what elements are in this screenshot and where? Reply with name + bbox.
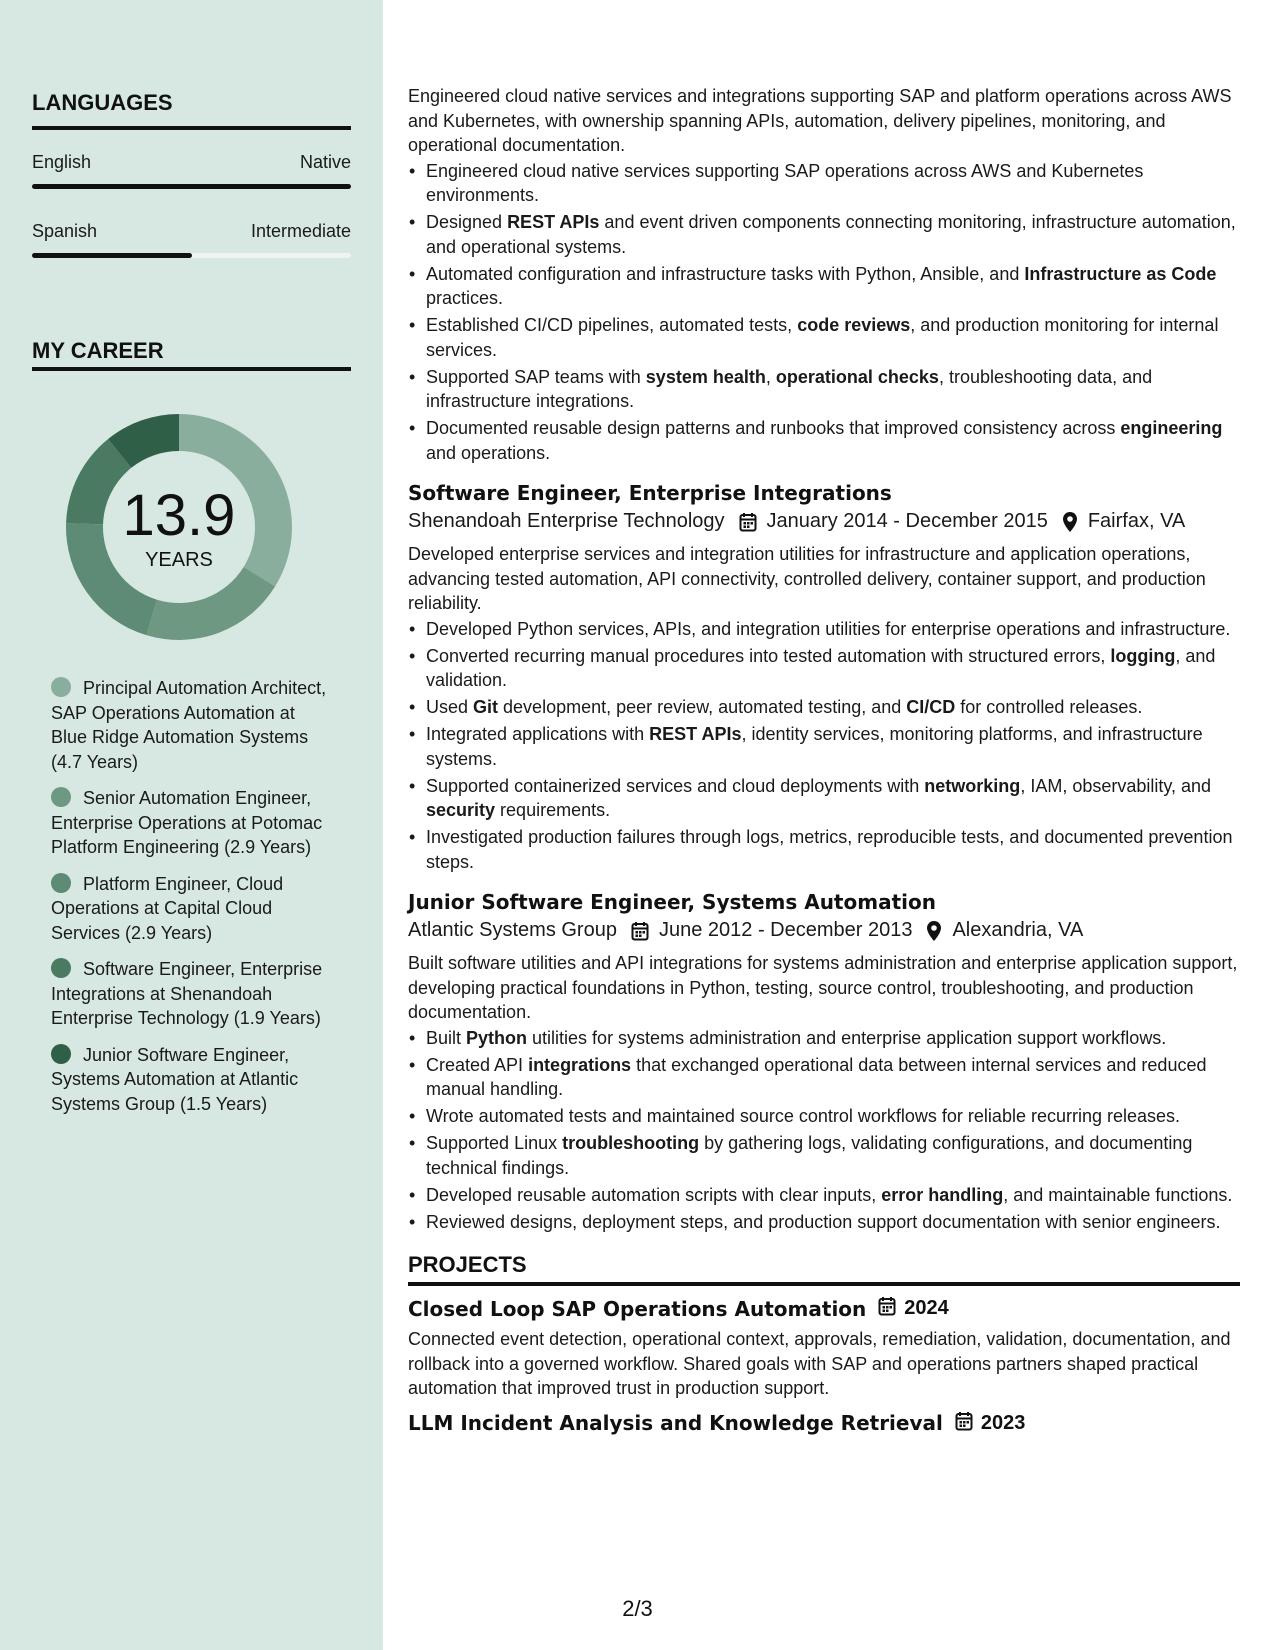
bullet-item: • Automated configuration and infrastructure tasks with Python, Ansible, and Infrastructure as Code practices. (408, 262, 1240, 311)
bullet-item: • Investigated production failures through logs, metrics, reproducible tests, and documented prevention steps. (408, 825, 1240, 874)
career-legend-item (51, 676, 331, 774)
sidebar (0, 0, 383, 1650)
career-total-years: 13.9 (122, 483, 236, 548)
job-meta (408, 919, 1240, 942)
project-year: 2023 (980, 1411, 1026, 1434)
calendar-icon (878, 1296, 896, 1321)
bullet-item: • Wrote automated tests and maintained source control workflows for reliable recurring releases. (408, 1104, 1240, 1129)
main-content (408, 84, 1240, 1442)
job-meta (408, 510, 1240, 533)
career-legend-label: Software Engineer, Enterprise Integrations at Shenandoah Enterprise Technology (1.9 Years) (51, 959, 323, 1028)
career-legend (51, 676, 331, 1128)
career-legend-label: Platform Engineer, Cloud Operations at Capital Cloud Services (2.9 Years) (51, 873, 284, 943)
job-summary: Built software utilities and API integrations for systems administration and enterprise application support, developing practical foundations in Python, testing, source control, troubleshooting, and production documentation. (408, 953, 1238, 1022)
job-title: Software Engineer, Enterprise Integrations (408, 481, 892, 505)
project-name: Closed Loop SAP Operations Automation (408, 1296, 867, 1321)
career-legend-item (51, 1043, 331, 1117)
language-bar-spanish (32, 253, 351, 258)
bullet-item: • Used Git development, peer review, automated testing, and CI/CD for controlled releases. (408, 695, 1240, 720)
bullet-item: • Converted recurring manual procedures into tested automation with structured errors, logging, and validation. (408, 644, 1240, 693)
projects-title: PROJECTS (408, 1252, 527, 1277)
job-title: Junior Software Engineer, Systems Automation (408, 890, 936, 914)
career-legend-label: Principal Automation Architect, SAP Operations Automation at Blue Ridge Automation Systems (4.7 Years) (51, 678, 327, 772)
job-location: Alexandria, VA (952, 919, 1084, 941)
bullet-item: • Engineered cloud native services supporting SAP operations across AWS and Kubernetes environments. (408, 159, 1240, 208)
bullet-item: • Created API integrations that exchanged operational data between internal services and reduced manual handling. (408, 1053, 1240, 1102)
project-year: 2024 (904, 1297, 949, 1319)
project-name: LLM Incident Analysis and Knowledge Retrieval (408, 1411, 943, 1435)
job-bullets (408, 617, 1240, 875)
project-description: Connected event detection, operational context, approvals, remediation, validation, documentation, and rollback into a governed workflow. Shared goals with SAP and operations partners shaped practical automation that improved trust in production support. (408, 1329, 1231, 1398)
career-donut-chart (64, 412, 294, 642)
job-dates: June 2012 - December 2013 (658, 919, 913, 941)
language-bar-fill (32, 253, 192, 258)
career-title: MY CAREER (32, 338, 164, 363)
career-legend-item (51, 786, 331, 860)
career-legend-dot (51, 958, 71, 978)
career-legend-dot (51, 873, 71, 893)
language-name: English (32, 152, 92, 172)
language-name: Spanish (32, 221, 98, 241)
language-english (32, 152, 351, 173)
calendar-icon (631, 921, 649, 941)
language-bar-english (32, 184, 351, 189)
job-location: Fairfax, VA (1087, 510, 1186, 532)
project-list (408, 1296, 1240, 1436)
career-rule (32, 367, 351, 371)
project-title (408, 1296, 1240, 1321)
job-list (408, 481, 1240, 1234)
projects-rule (408, 1282, 1240, 1286)
project-title (408, 1411, 1240, 1436)
bullet-item: • Built Python utilities for systems administration and enterprise application support workflows. (408, 1026, 1240, 1051)
career-legend-dot (51, 787, 71, 807)
career-legend-label: Senior Automation Engineer, Enterprise Operations at Potomac Platform Engineering (2.9 Years) (51, 788, 323, 857)
intro-bullets (408, 159, 1240, 466)
career-legend-dot (51, 677, 71, 697)
language-level: Intermediate (250, 221, 351, 241)
career-legend-item (51, 872, 331, 946)
bullet-item: • Supported containerized services and cloud deployments with networking, IAM, observability, and security requirements. (408, 774, 1240, 823)
bullet-item: • Reviewed designs, deployment steps, and production support documentation with senior engineers. (408, 1210, 1240, 1235)
bullet-item: • Developed Python services, APIs, and integration utilities for enterprise operations and infrastructure. (408, 617, 1240, 642)
career-legend-label: Junior Software Engineer, Systems Automation at Atlantic Systems Group (1.5 Years) (51, 1044, 299, 1114)
job-bullets (408, 1026, 1240, 1235)
bullet-item: • Documented reusable design patterns and runbooks that improved consistency across engineering and operations. (408, 416, 1240, 465)
bullet-item: • Developed reusable automation scripts with clear inputs, error handling, and maintainable functions. (408, 1183, 1240, 1208)
language-bar-fill (32, 184, 351, 189)
languages-title: LANGUAGES (32, 90, 173, 115)
bullet-item: • Designed REST APIs and event driven components connecting monitoring, infrastructure automation, and operational systems. (408, 210, 1240, 259)
job-dates: January 2014 - December 2015 (766, 510, 1048, 532)
bullet-item: • Integrated applications with REST APIs, identity services, monitoring platforms, and infrastructure systems. (408, 722, 1240, 771)
page-number: 2/3 (622, 1596, 653, 1621)
intro-summary: Engineered cloud native services and integrations supporting SAP and platform operations across AWS and Kubernetes, with ownership spanning APIs, automation, delivery pipelines, monitoring, and operational documentation. (408, 86, 1232, 155)
calendar-icon (739, 512, 757, 532)
career-donut-segment-2 (146, 567, 275, 640)
languages-rule (32, 126, 351, 130)
language-level: Native (299, 152, 351, 172)
job-company: Atlantic Systems Group (408, 919, 617, 941)
language-spanish (32, 221, 351, 242)
bullet-item: • Established CI/CD pipelines, automated tests, code reviews, and production monitoring for internal services. (408, 313, 1240, 362)
career-legend-item (51, 957, 331, 1031)
calendar-icon (955, 1411, 973, 1436)
career-legend-dot (51, 1044, 71, 1064)
map-pin-icon (926, 920, 942, 942)
map-pin-icon (1062, 511, 1078, 533)
bullet-item: • Supported SAP teams with system health, operational checks, troubleshooting data, and infrastructure integrations. (408, 365, 1240, 414)
career-total-unit: YEARS (145, 549, 213, 571)
job-summary: Developed enterprise services and integration utilities for infrastructure and application operations, advancing tested automation, API connectivity, controlled delivery, container support, and production reliability. (408, 544, 1206, 613)
bullet-item: • Supported Linux troubleshooting by gathering logs, validating configurations, and documenting technical findings. (408, 1131, 1240, 1180)
job-company: Shenandoah Enterprise Technology (408, 510, 725, 532)
